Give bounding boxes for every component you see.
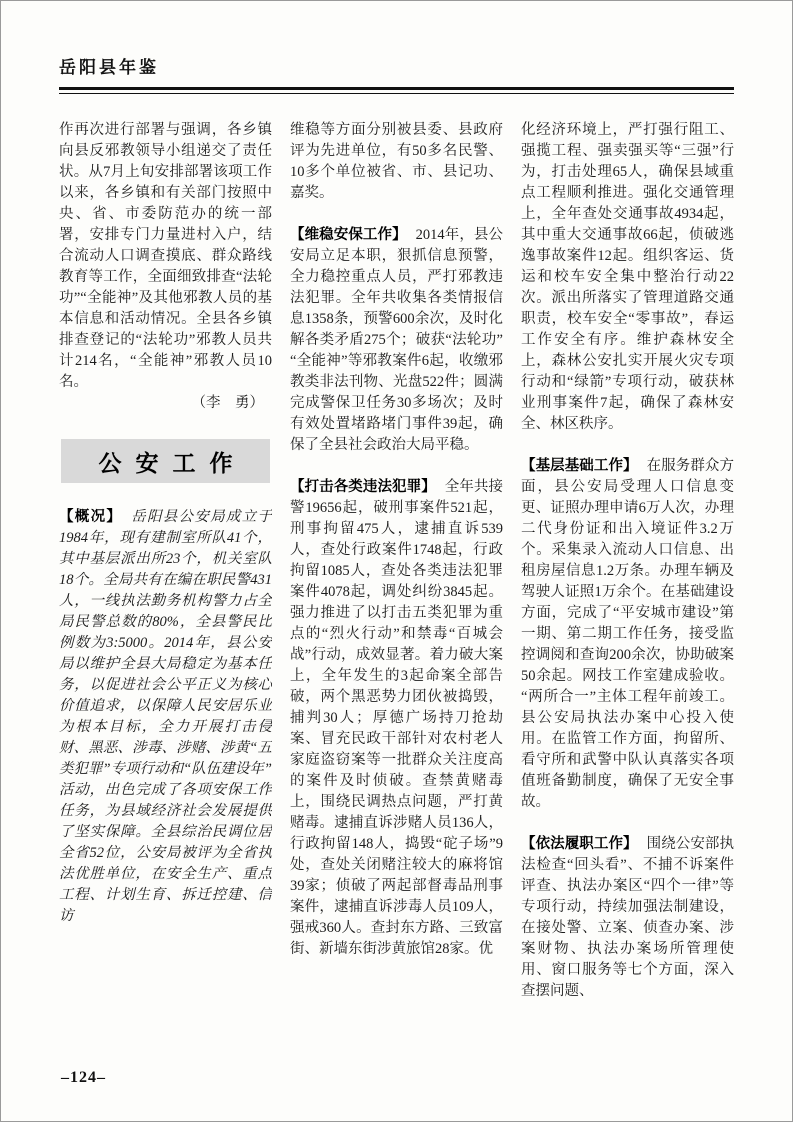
section-title: 公安工作 [98,450,247,476]
entry-overview [59,507,272,927]
book-title: 岳阳县年鉴 [59,58,159,77]
page-body [59,120,734,1050]
entry-overview-label: 【概况】 [59,509,123,525]
column-left [59,120,272,1050]
entry-lawful-duty [521,834,734,1002]
column-middle [290,120,503,1050]
author-attribution: （李 勇） [191,395,264,411]
entry-grassroots-foundation [521,456,734,813]
page-header [59,53,734,94]
entry-crime-crackdown [290,477,503,960]
entry-overview-text: 岳阳县公安局成立于1984年，现有建制室所队41个，其中基层派出所23个，机关室队18个。全局共有在编在职民警431人，一线执法勤务机构警力占全局民警总数的80%，全县警民比例数为3:5000。2014年，县公安局以维护全县大局稳定为基本任务，以促进社会公平正义为核心价值追求，以保障人民安居乐业为根本目标，全力开展打击侵财、黑恶、涉毒、涉赌、涉黄“五类犯罪”专项行动和“队伍建设年”活动，出色完成了各项安保工作任务，为县域经济社会发展提供了坚实保障。全县综治民调位居全省52位，公安局被评为全省执法优胜单位，在安全生产、重点工程、计划生育、拆迁控建、信访 [59,509,272,924]
entry-grassroots-foundation-text: 在服务群众方面，县公安局受理人口信息变更、证照办理申请6万人次，办理二代身份证和出入境证件3.2万个。采集录入流动人口信息、出租房屋信息1.2万条。办理车辆及驾驶人证照1万余个。在基础建设方面，完成了“平安城市建设”第一期、第二期工作任务，接受监控调阅和查询200余次，协助破案50余起。网技工作室建成验收。“两所合一”主体工程年前竣工。县公安局执法办案中心投入使用。在监管工作方面，拘留所、看守所和武警中队认真落实各项值班备勤制度，确保了无安全事故。 [521,458,734,810]
section-title-box [61,439,270,483]
paragraph-environment-continuation: 化经济环境上，严打强行阻工、强揽工程、强卖强买等“三强”行为，打击处理65人，确保县域重点工程顺利推进。强化交通管理上，全年查处交通事故4934起，其中重大交通事故66起，侦破逃逸事故案件12起。组织客运、货运和校车安全集中整治行动22次。派出所落实了管理道路交通职责，校车安全“零事故”，春运工作安全有序。维护森林安全上，森林公安扎实开展火灾专项行动和“绿箭”专项行动，破获林业刑事案件7起，确保了森林安全、林区秩序。 [521,122,734,432]
entry-stability-security-label: 【维稳安保工作】 [290,227,407,243]
entry-crime-crackdown-text: 全年共接警19656起，破刑事案件521起，刑事拘留475人，逮捕直诉539人，查处行政案件1748起，行政拘留1085人，查处各类违法犯罪案件4078起，调处纠纷3845起。强力推进了以打击五类犯罪为重点的“烈火行动”和禁毒“百城会战”行动，成效显著。着力破大案上，全年发生的3起命案全部告破，两个黑恶势力团伙被捣毁，捕判30人；厚德广场持刀抢劫案、冒充民政干部针对农村老人家庭盗窃案等一批群众关注度高的案件及时侦破。查禁黄赌毒上，围绕民调热点问题，严打黄赌毒。逮捕直诉涉赌人员136人，行政拘留148人，捣毁“砣子场”9处，查处关闭赌注较大的麻将馆39家；侦破了两起部督毒品刑事案件，逮捕直诉涉毒人员109人，强戒360人。查封东方路、三致富街、新墙东街涉黄旅馆28家。优 [290,479,503,957]
page-number: –124– [61,1069,106,1086]
entry-lawful-duty-label: 【依法履职工作】 [521,836,638,852]
paragraph-awards-continuation: 维稳等方面分别被县委、县政府评为先进单位，有50多名民警、10多个单位被省、市、县记功、嘉奖。 [290,122,503,201]
entry-lawful-duty-text: 围绕公安部执法检查“回头看”、不捕不诉案件评查、执法办案区“四个一律”等专项行动，持续加强法制建设，在接处警、立案、侦查办案、涉案财物、执法办案场所管理使用、窗口服务等七个方面，深入查摆问题、 [521,836,734,999]
header-rule-thick [59,87,734,90]
header-rule-thin [59,93,734,94]
column-right [521,120,734,1050]
entry-stability-security [290,225,503,456]
entry-crime-crackdown-label: 【打击各类违法犯罪】 [290,479,436,495]
paragraph-anticult-continuation: 作再次进行部署与强调，各乡镇向县反邪教领导小组递交了责任状。从7月上旬安排部署该项工作以来，各乡镇和有关部门按照中央、省、市委防范办的统一部署，安排专门力量进村入户，结合流动人口调查摸底、群众路线教育等工作，全面细致排查“法轮功”“全能神”及其他邪教人员的基本信息和活动情况。全县各乡镇排查登记的“法轮功”邪教人员共计214名，“全能神”邪教人员10名。 [59,122,272,390]
entry-grassroots-foundation-label: 【基层基础工作】 [521,458,638,474]
entry-stability-security-text: 2014年，县公安局立足本职，狠抓信息预警，全力稳控重点人员，严打邪教违法犯罪。全年共收集各类情报信息1358条，预警600余次，及时化解各类矛盾275个；破获“法轮功”“全能神”等邪教案件6起，收缴邪教类非法刊物、光盘522件；圆满完成警保卫任务30多场次；及时有效处置堵路堵门事件39起，确保了全县社会政治大局平稳。 [290,227,503,453]
